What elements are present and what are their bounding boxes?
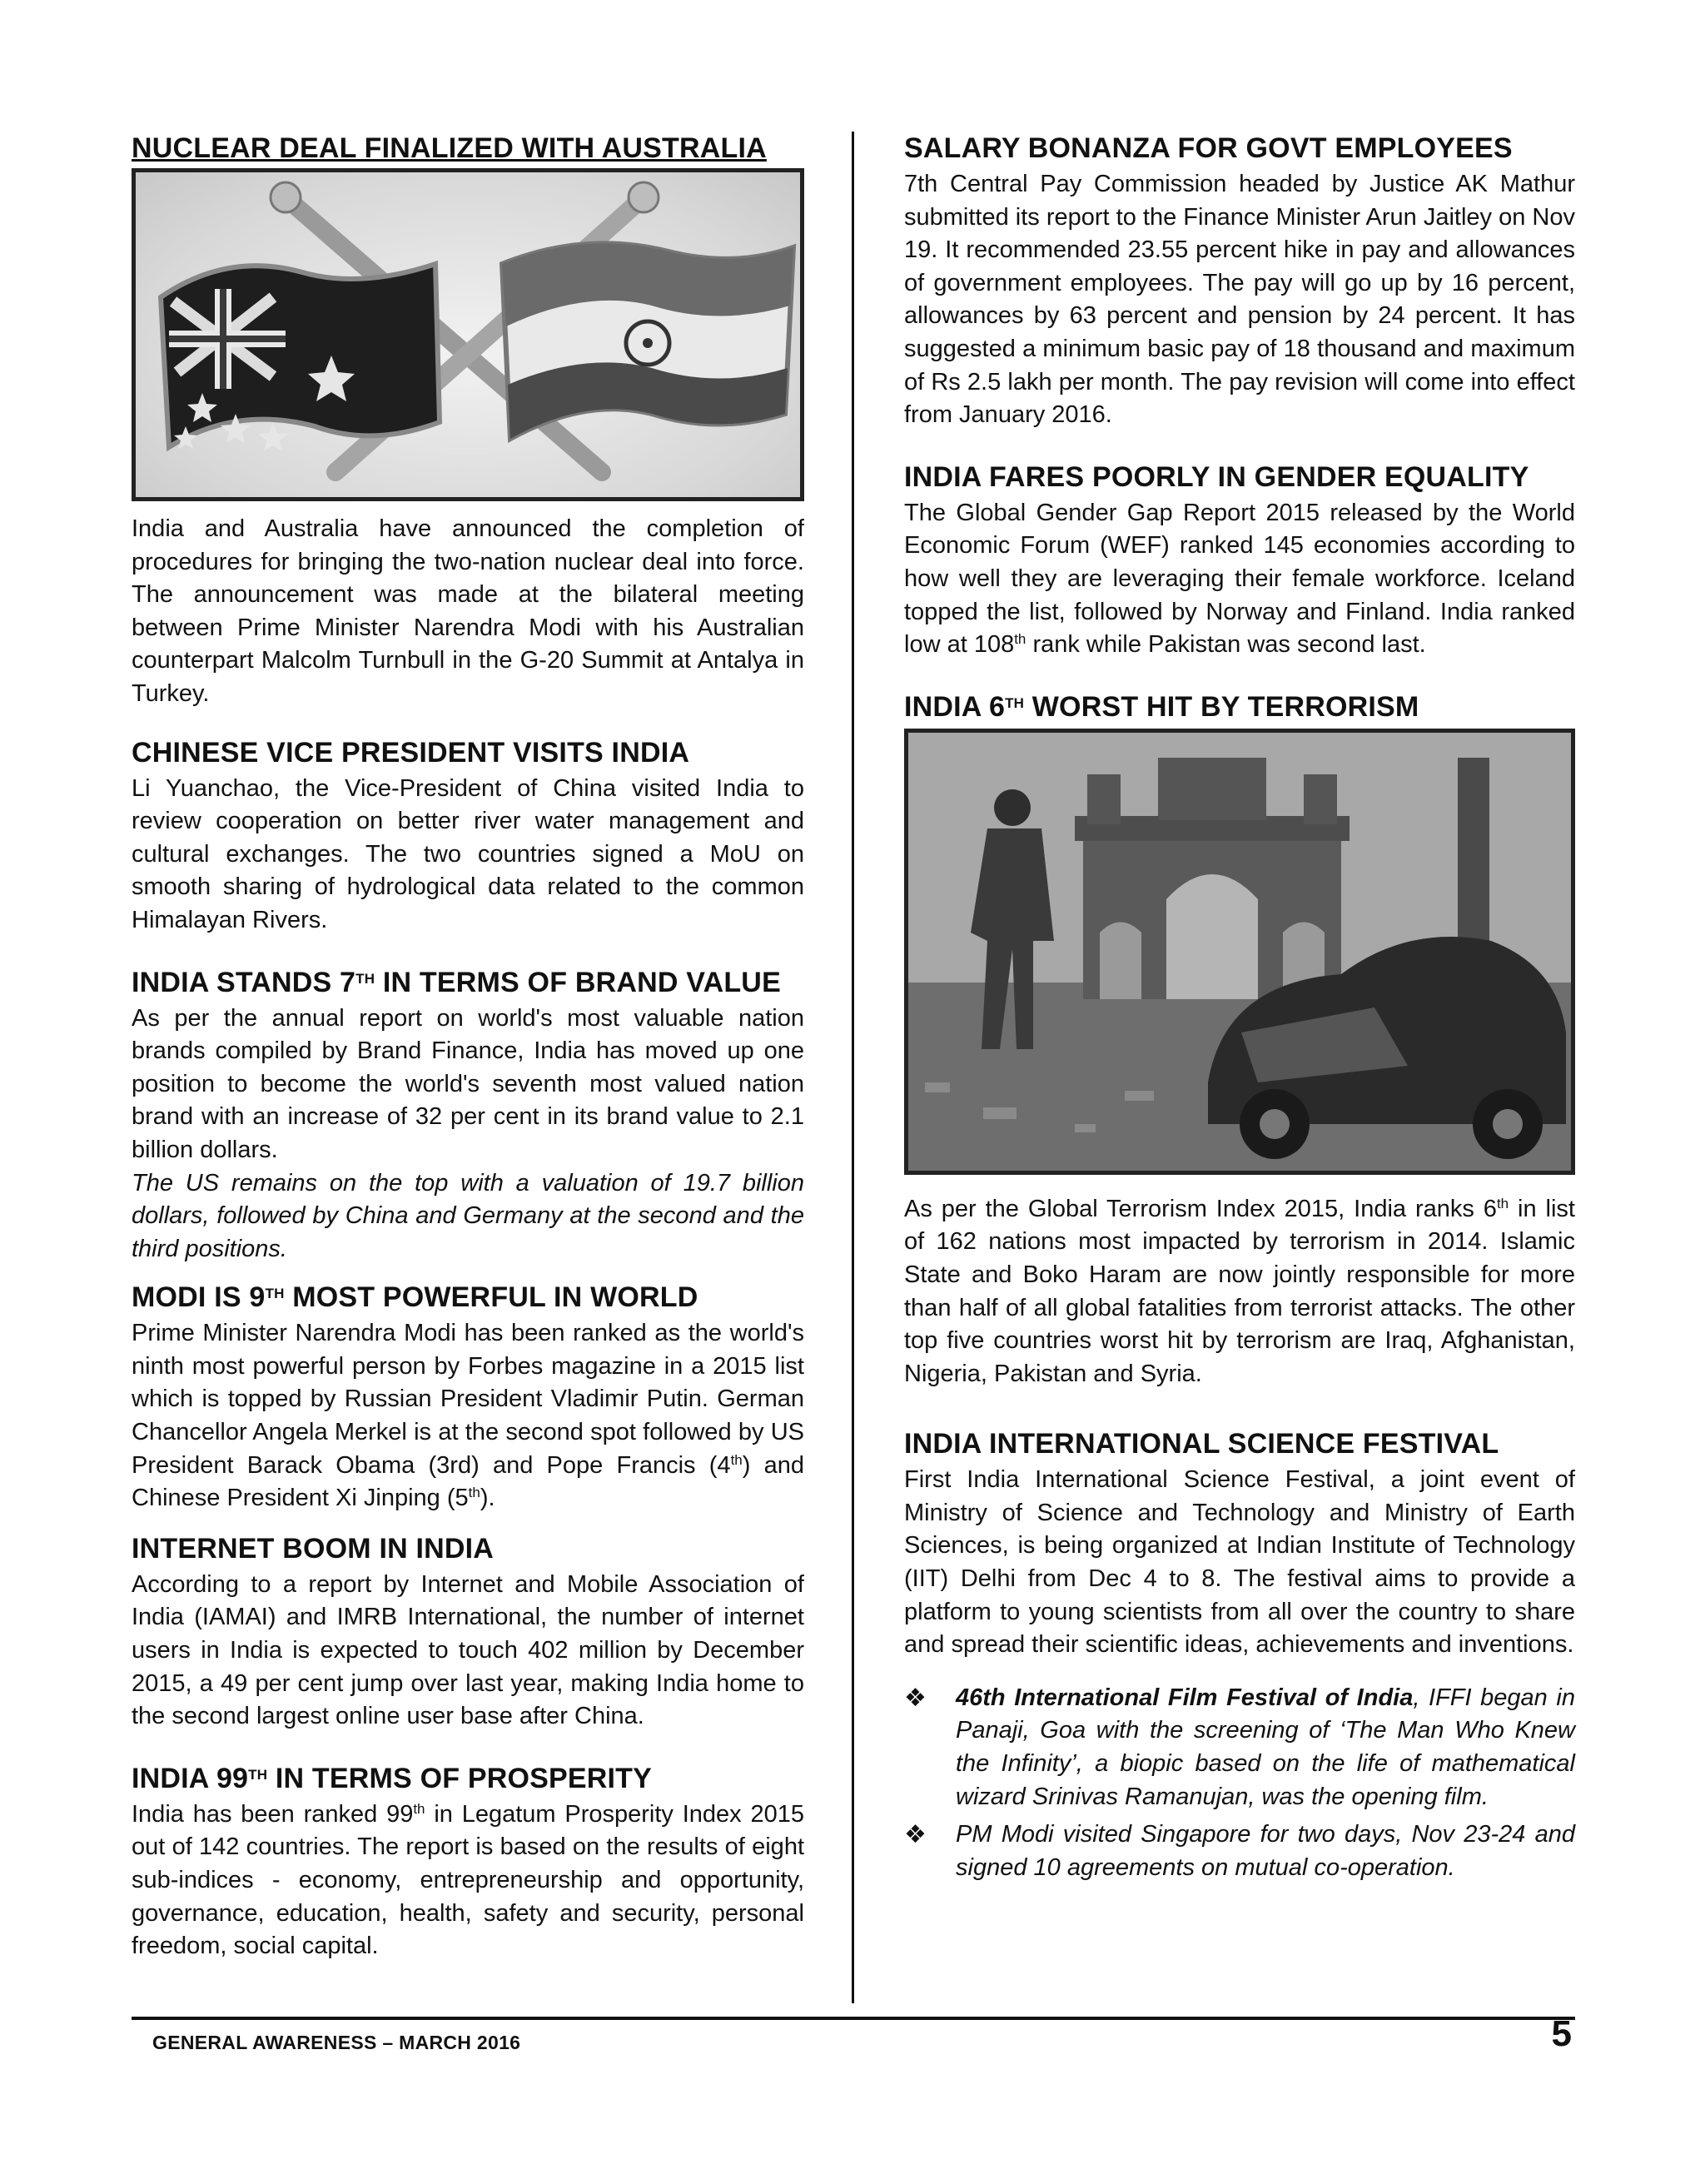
headline-internet-boom: INTERNET BOOM IN INDIA: [132, 1532, 495, 1565]
article-modi-powerful: [132, 1281, 804, 1515]
right-column: [904, 132, 1575, 1889]
article-prosperity: [132, 1762, 804, 1963]
headline-chinese-vp: CHINESE VICE PRESIDENT VISITS INDIA: [132, 736, 690, 769]
body-science-festival: First India International Science Festival, a joint event of Ministry of Science and Technology and Ministry of Earth Sciences, is being organized at Indian Institute of Technology (IIT) Delhi from Dec 4 to 8. The festival aims to provide a platform to young scientists from all over the country to share and spread their scientific ideas, achievements and inventions.: [904, 1466, 1575, 1659]
body-modi-powerful: Prime Minister Narendra Modi has been ranked as the world's ninth most powerful person by Forbes magazine in a 2015 list which is topped by Russian President Vladimir Putin. German Chancellor Angela Merkel is at the second spot followed by US President Barack Obama (3rd) and Pope Francis (4th) and Chinese President Xi Jinping (5th).: [132, 1320, 805, 1512]
headline-science-festival: INDIA INTERNATIONAL SCIENCE FESTIVAL: [904, 1428, 1499, 1460]
bullet-singapore-visit: ❖ PM Modi visited Singapore for two days, Nov 23-24 and signed 10 agreements on mutual co-operation.: [904, 1818, 1575, 1884]
headline-brand-value: INDIA STANDS 7TH IN TERMS OF BRAND VALUE: [132, 966, 781, 998]
headline-salary: SALARY BONANZA FOR GOVT EMPLOYEES: [904, 132, 1513, 164]
body-brand-value-italic: The US remains on the top with a valuation of 19.7 billion dollars, followed by China and Germany at the second and the third positions.: [132, 1169, 804, 1262]
body-nuclear-deal: India and Australia have announced the completion of procedures for bringing the two-nation nuclear deal into force. The announcement was made at the bilateral meeting between Prime Minister Narendra Modi with his Australian counterpart Malcolm Turnbull in the G-20 Summit at Antalya in Turkey.: [132, 515, 804, 707]
footer-rule: [132, 2017, 1575, 2020]
body-internet-boom: According to a report by Internet and Mobile Association of India (IAMAI) and IMRB International, the number of internet users in India is expected to touch 402 million by December 2015, a 49 per cent jump over last year, making India home to the second largest online user base after China.: [132, 1570, 804, 1730]
article-salary: [904, 132, 1575, 432]
crossed-flags-photo: [132, 168, 804, 501]
body-terrorism: As per the Global Terrorism Index 2015, India ranks 6th in list of 162 nations most impacted by terrorism in 2014. Islamic State and Boko Haram are now jointly responsible for more than half of all global fatalities from terrorist attacks. The other top five countries worst hit by terrorism are Iraq, Afghanistan, Nigeria, Pakistan and Syria.: [904, 1195, 1575, 1387]
bomb-blast-scene-image: [908, 733, 1571, 1171]
footer-label: GENERAL AWARENESS – MARCH 2016: [152, 2032, 521, 2053]
crossed-flags-pin-image: [136, 172, 800, 497]
headline-modi-powerful: MODI IS 9TH MOST POWERFUL IN WORLD: [132, 1281, 698, 1314]
article-terrorism: [904, 690, 1575, 1391]
article-science-festival: [904, 1427, 1575, 1662]
left-column: [132, 132, 804, 1992]
body-gender: The Global Gender Gap Report 2015 released by the World Economic Forum (WEF) ranked 145 economies according to how well they are leveraging their female workforce. Iceland topped the list, followed by Norway and Finland. India ranked low at 108th rank while Pakistan was second last.: [904, 499, 1575, 659]
body-prosperity: India has been ranked 99th in Legatum Prosperity Index 2015 out of 142 countries. The report is based on the results of eight sub-indices - economy, entrepreneurship and opportunity, governance, education, health, safety and security, personal freedom, social capital.: [132, 1800, 804, 1960]
article-chinese-vp: [132, 736, 804, 938]
body-salary: 7th Central Pay Commission headed by Justice AK Mathur submitted its report to the Finance Minister Arun Jaitley on Nov 19. It recommended 23.55 percent hike in pay and allowances of government employees. The pay will go up by 16 percent, allowances by 63 percent and pension by 24 percent. It has suggested a minimum basic pay of 18 thousand and maximum of Rs 2.5 lakh per month. The pay revision will come into effect from January 2016.: [904, 171, 1575, 429]
article-gender: [904, 460, 1575, 662]
headline-prosperity: INDIA 99TH IN TERMS OF PROSPERITY: [132, 1762, 652, 1794]
diamond-bullet-icon: ❖: [904, 1684, 927, 1712]
gateway-of-india-photo: [904, 729, 1575, 1175]
headline-nuclear-deal: NUCLEAR DEAL FINALIZED WITH AUSTRALIA: [132, 132, 767, 164]
body-chinese-vp: Li Yuanchao, the Vice-President of China visited India to review cooperation on better river water management and cultural exchanges. The two countries signed a MoU on smooth sharing of hydrological data related to the common Himalayan Rivers.: [132, 774, 804, 933]
news-bullets: [904, 1682, 1575, 1885]
page-number: 5: [1551, 2013, 1572, 2054]
body-brand-value: As per the annual report on world's most valuable nation brands compiled by Brand Finance, India has moved up one position to become the world's seventh most valued nation brand with an increase of 32 per cent in its brand value to 2.1 billion dollars.: [132, 1004, 804, 1163]
article-nuclear-deal: [132, 132, 804, 711]
article-brand-value: [132, 966, 804, 1266]
article-internet-boom: [132, 1532, 804, 1734]
headline-gender: INDIA FARES POORLY IN GENDER EQUALITY: [904, 460, 1529, 493]
diamond-bullet-icon: ❖: [904, 1821, 927, 1849]
column-divider: [852, 132, 854, 2003]
headline-terrorism: INDIA 6TH WORST HIT BY TERRORISM: [904, 690, 1419, 723]
bullet-film-festival: ❖ 46th International Film Festival of India, IFFI began in Panaji, Goa with the screening of ‘The Man Who Knew the Infinity’, a biopic based on the life of mathematical wizard Srinivas Ramanujan, was the opening film.: [904, 1682, 1575, 1813]
